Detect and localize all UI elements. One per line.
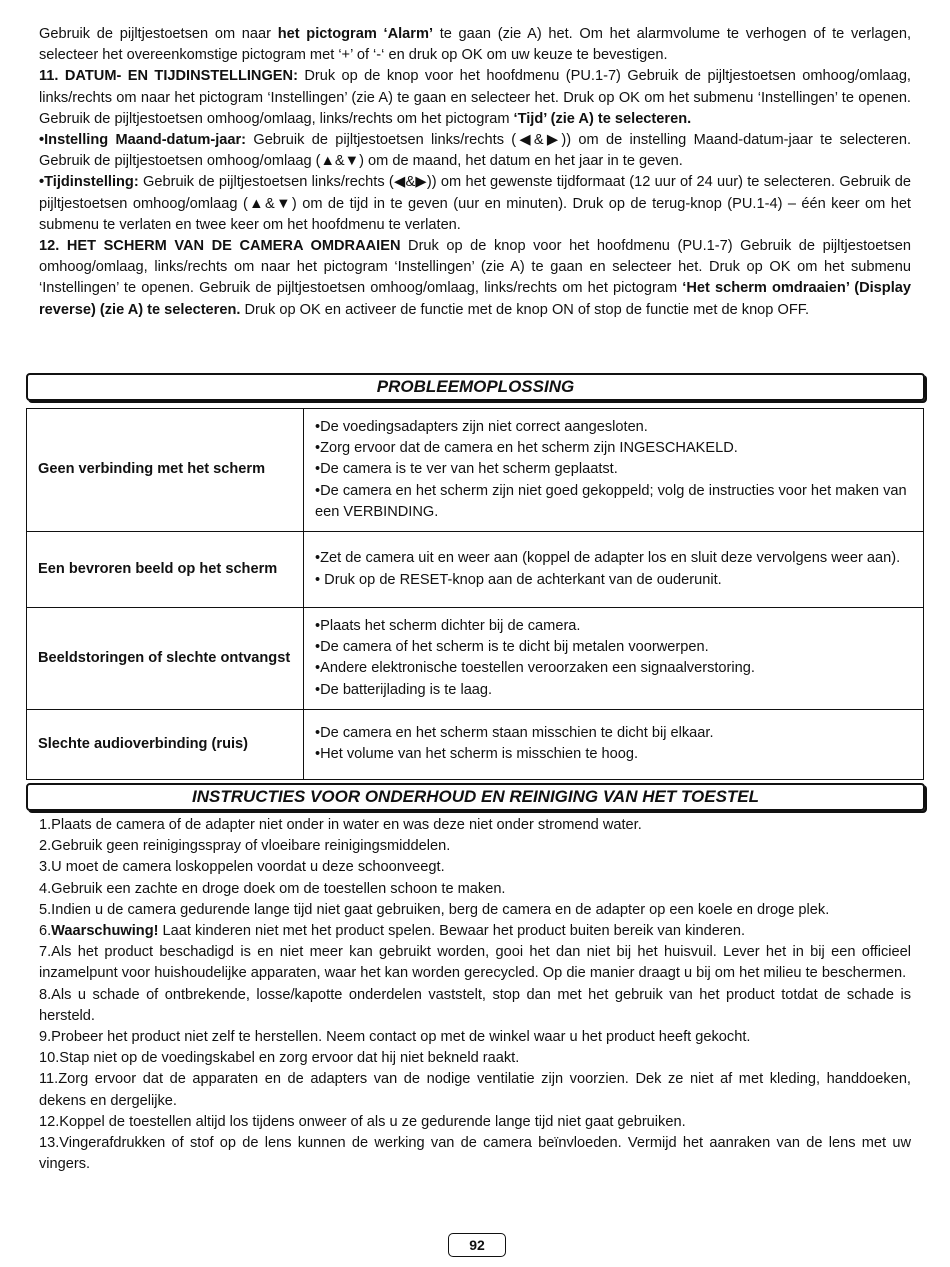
- settings-text: [39, 24, 911, 321]
- warning-number: 6.: [39, 923, 52, 940]
- maand-text: Gebruik de pijltjestoetsen links/rechts (◀&▶)) om de instelling Maand-datum-jaar te selecteren. Gebruik de pijltjestoetsen omhoog/omlaag (▲&▼) om de maand, het datum en het jaar in te geven.: [39, 132, 912, 170]
- problem-cell: Beeldstoringen of slechte ontvangst: [27, 608, 304, 710]
- warning-text: Laat kinderen niet met het product spelen. Bewaar het product buiten bereik van kinderen.: [158, 923, 746, 940]
- problem-cell: Geen verbinding met het scherm: [27, 409, 304, 532]
- problem-cell: Slechte audioverbinding (ruis): [27, 709, 304, 779]
- problem-cell: Een bevroren beeld op het scherm: [27, 532, 304, 608]
- solution-item: •De camera en het scherm staan misschien te dicht bij elkaar.: [315, 725, 714, 742]
- datum-heading: 11. DATUM- EN TIJDINSTELLINGEN:: [39, 68, 298, 85]
- maand-paragraph: [39, 130, 911, 172]
- solution-cell: [304, 608, 924, 710]
- solution-cell: [304, 532, 924, 608]
- tijd-heading: •Tijdinstelling:: [39, 174, 139, 191]
- datum-paragraph: [39, 66, 911, 130]
- scherm-paragraph: [39, 236, 911, 321]
- list-item: 1.Plaats de camera of de adapter niet onder in water en was deze niet onder stromend water.: [39, 817, 642, 833]
- list-item: 9.Probeer het product niet zelf te herstellen. Neem contact op met de winkel waar u het product heeft gekocht.: [39, 1029, 751, 1046]
- list-item: 2.Gebruik geen reinigingsspray of vloeibare reinigingsmiddelen.: [39, 838, 451, 855]
- list-item: 10.Stap niet op de voedingskabel en zorg ervoor dat hij niet bekneld raakt.: [39, 1050, 520, 1067]
- scherm-bold: ‘Het scherm omdraaien’ (Display reverse) (zie A) te selecteren.: [39, 280, 911, 318]
- datum-bold-end: ‘Tijd’ (zie A) te selecteren.: [513, 110, 692, 127]
- list-item: 7.Als het product beschadigd is en niet meer kan gebruikt worden, gooi het dan niet bij het huisvuil. Lever het in bij een officieel inzamelpunt voor huishoudelijke apparaten, waar het kan worden gerecycled. Op die manier draagt u bij om het milieu te beschermen.: [39, 944, 911, 982]
- troubleshooting-table: [26, 408, 924, 780]
- solution-item: •De camera is te ver van het scherm geplaatst.: [315, 461, 618, 478]
- solution-item: •De voedingsadapters zijn niet correct aangesloten.: [315, 419, 648, 435]
- scherm-heading: 12. HET SCHERM VAN DE CAMERA OMDRAAIEN: [39, 238, 401, 255]
- solution-item: •Zorg ervoor dat de camera en het scherm zijn INGESCHAKELD.: [315, 440, 738, 457]
- table-row: [27, 709, 924, 779]
- scherm-text-2: Druk op OK en activeer de functie met de knop ON of stop de functie met de knop OFF.: [240, 301, 810, 318]
- solution-item: •Het volume van het scherm is misschien te hoog.: [315, 746, 639, 763]
- solution-item: • Druk op de RESET-knop aan de achterkant van de ouderunit.: [315, 571, 722, 588]
- alarm-text-2: te gaan (zie A) het. Om het alarmvolume te verhogen of te verlagen, selecteer het overeenkomstige pictogram met ‘+’ of ‘-‘ en druk op OK om uw keuze te bevestigen.: [39, 26, 911, 64]
- solution-cell: [304, 709, 924, 779]
- list-item: 8.Als u schade of ontbrekende, losse/kapotte onderdelen vaststelt, stop dan met het gebruik van het product totdat de schade is hersteld.: [39, 986, 911, 1024]
- maintenance-list: [39, 815, 911, 1175]
- list-item: 11.Zorg ervoor dat de apparaten en de adapters van de nodige ventilatie zijn voorzien. Dek ze niet af met kleding, handdoeken, dekens en dergelijke.: [39, 1071, 911, 1109]
- scherm-text-1: Druk op de knop voor het hoofdmenu (PU.1-7) Gebruik de pijltjestoetsen omhoog/omlaag, links/rechts om naar het pictogram ‘Instellingen’ (zie A) te gaan en selecteer het. Druk op OK om het submenu ‘Instellingen’ te openen. Gebruik de pijltjestoetsen omhoog/omlaag, links/rechts om het pictogram: [39, 238, 911, 297]
- tijd-text: Gebruik de pijltjestoetsen links/rechts (◀&▶)) om het gewenste tijdformaat (12 uur of 24 uur) te selecteren. Gebruik de pijltjestoetsen omhoog/omlaag (▲&▼) om de tijd in te geven (uur en minuten). Druk op de terug-knop (PU.1-4) – één keer om het submenu te verlaten en twee keer om het hoofdmenu te verlaten.: [39, 174, 911, 233]
- alarm-text-1: Gebruik de pijltjestoetsen om naar: [39, 26, 278, 42]
- maand-heading: •Instelling Maand-datum-jaar:: [39, 132, 247, 149]
- table-row: [27, 532, 924, 608]
- solution-item: •Plaats het scherm dichter bij de camera.: [315, 618, 581, 635]
- solution-item: •Zet de camera uit en weer aan (koppel de adapter los en sluit deze vervolgens weer aan).: [315, 550, 901, 567]
- list-item: 13.Vingerafdrukken of stof op de lens kunnen de werking van de camera beïnvloeden. Vermijd het aanraken van de lens met uw vingers.: [39, 1135, 911, 1173]
- page-number: 92: [448, 1233, 506, 1257]
- alarm-paragraph: [39, 24, 911, 66]
- solution-item: •De camera of het scherm is te dicht bij metalen voorwerpen.: [315, 639, 709, 656]
- warning-label: Waarschuwing!: [51, 923, 159, 940]
- solution-item: •De camera en het scherm zijn niet goed gekoppeld; volg de instructies voor het maken van een VERBINDING.: [315, 482, 907, 520]
- table-row: [27, 608, 924, 710]
- solution-cell: [304, 409, 924, 532]
- list-item: 3.U moet de camera loskoppelen voordat u deze schoonveegt.: [39, 859, 445, 876]
- list-item: 5.Indien u de camera gedurende lange tijd niet gaat gebruiken, berg de camera en de adapter op een koele en droge plek.: [39, 901, 830, 918]
- list-item: 4.Gebruik een zachte en droge doek om de toestellen schoon te maken.: [39, 880, 506, 897]
- alarm-bold: het pictogram ‘Alarm’: [277, 26, 433, 42]
- table-row: [27, 409, 924, 532]
- solution-item: •De batterijlading is te laag.: [315, 681, 493, 698]
- solution-item: •Andere elektronische toestellen veroorzaken een signaalverstoring.: [315, 660, 755, 677]
- datum-text: Druk op de knop voor het hoofdmenu (PU.1-7) Gebruik de pijltjestoetsen omhoog/omlaag, links/rechts om naar het pictogram ‘Instellingen’ (zie A) te gaan en selecteer het. Druk op OK om het submenu ‘Instellingen’ te openen. Gebruik de pijltjestoetsen omhoog/omlaag, links/rechts om het pictogram: [39, 68, 911, 127]
- tijd-paragraph: [39, 172, 911, 236]
- maintenance-title: INSTRUCTIES VOOR ONDERHOUD EN REINIGING VAN HET TOESTEL: [26, 783, 925, 811]
- list-item: 12.Koppel de toestellen altijd los tijdens onweer of als u ze gedurende lange tijd niet gaat gebruiken.: [39, 1113, 686, 1130]
- warning-item: [39, 921, 911, 942]
- troubleshooting-title: PROBLEEMOPLOSSING: [26, 373, 925, 401]
